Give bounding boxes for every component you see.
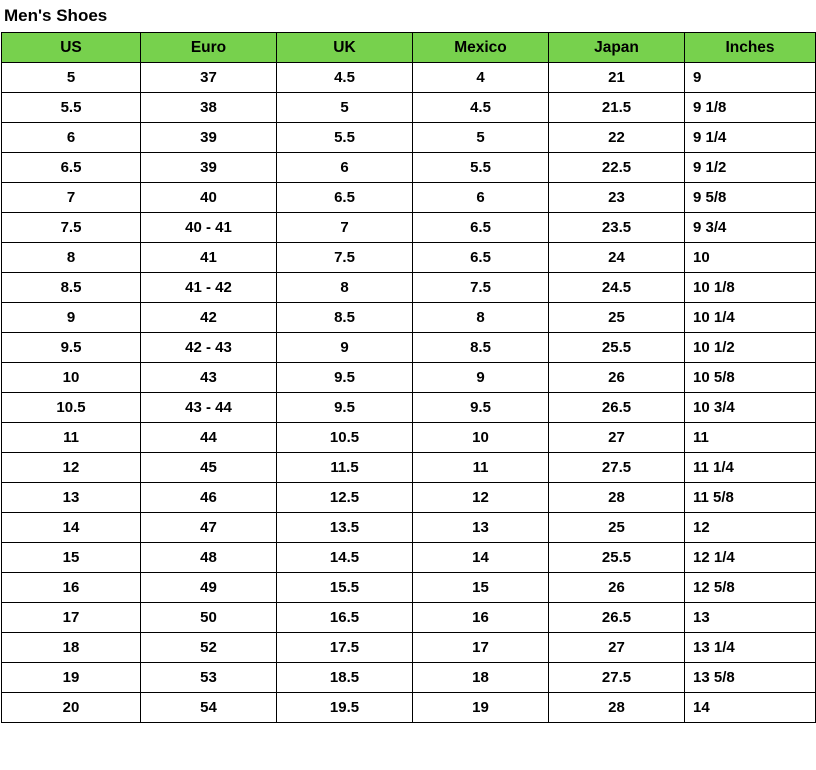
- table-row: [2, 423, 816, 453]
- cell-euro: 37: [141, 63, 277, 93]
- cell-inches: 9 3/4: [685, 213, 816, 243]
- table-row: [2, 513, 816, 543]
- cell-euro: 49: [141, 573, 277, 603]
- cell-us: 12: [2, 453, 141, 483]
- column-header-japan: Japan: [549, 33, 685, 63]
- cell-us: 10.5: [2, 393, 141, 423]
- cell-inches: 10 1/8: [685, 273, 816, 303]
- table-row: [2, 123, 816, 153]
- table-row: [2, 333, 816, 363]
- cell-uk: 4.5: [277, 63, 413, 93]
- cell-japan: 25: [549, 513, 685, 543]
- cell-euro: 39: [141, 153, 277, 183]
- cell-mexico: 9: [413, 363, 549, 393]
- cell-euro: 42 - 43: [141, 333, 277, 363]
- cell-euro: 39: [141, 123, 277, 153]
- table-row: [2, 93, 816, 123]
- cell-japan: 23.5: [549, 213, 685, 243]
- cell-inches: 10: [685, 243, 816, 273]
- table-row: [2, 63, 816, 93]
- cell-mexico: 12: [413, 483, 549, 513]
- table-row: [2, 183, 816, 213]
- cell-inches: 11 5/8: [685, 483, 816, 513]
- cell-uk: 9.5: [277, 393, 413, 423]
- cell-japan: 21: [549, 63, 685, 93]
- cell-uk: 17.5: [277, 633, 413, 663]
- cell-mexico: 14: [413, 543, 549, 573]
- cell-euro: 47: [141, 513, 277, 543]
- shoe-size-table: [1, 32, 816, 723]
- cell-euro: 38: [141, 93, 277, 123]
- column-header-uk: UK: [277, 33, 413, 63]
- table-row: [2, 363, 816, 393]
- cell-mexico: 6: [413, 183, 549, 213]
- cell-uk: 14.5: [277, 543, 413, 573]
- cell-mexico: 8.5: [413, 333, 549, 363]
- cell-japan: 28: [549, 483, 685, 513]
- cell-uk: 8: [277, 273, 413, 303]
- cell-inches: 12 5/8: [685, 573, 816, 603]
- cell-us: 19: [2, 663, 141, 693]
- cell-inches: 10 5/8: [685, 363, 816, 393]
- cell-uk: 12.5: [277, 483, 413, 513]
- table-row: [2, 573, 816, 603]
- cell-inches: 12 1/4: [685, 543, 816, 573]
- cell-uk: 10.5: [277, 423, 413, 453]
- cell-inches: 9 1/4: [685, 123, 816, 153]
- cell-mexico: 18: [413, 663, 549, 693]
- cell-uk: 19.5: [277, 693, 413, 723]
- cell-inches: 10 3/4: [685, 393, 816, 423]
- cell-mexico: 5.5: [413, 153, 549, 183]
- cell-us: 18: [2, 633, 141, 663]
- cell-japan: 26: [549, 573, 685, 603]
- cell-mexico: 10: [413, 423, 549, 453]
- cell-us: 17: [2, 603, 141, 633]
- cell-inches: 9 1/2: [685, 153, 816, 183]
- table-row: [2, 213, 816, 243]
- table-row: [2, 633, 816, 663]
- cell-japan: 25: [549, 303, 685, 333]
- cell-euro: 42: [141, 303, 277, 333]
- cell-japan: 27: [549, 633, 685, 663]
- cell-euro: 53: [141, 663, 277, 693]
- table-row: [2, 483, 816, 513]
- cell-uk: 5.5: [277, 123, 413, 153]
- cell-euro: 46: [141, 483, 277, 513]
- cell-japan: 24: [549, 243, 685, 273]
- table-row: [2, 603, 816, 633]
- table-body: [2, 63, 816, 723]
- cell-inches: 9: [685, 63, 816, 93]
- cell-us: 10: [2, 363, 141, 393]
- cell-uk: 9.5: [277, 363, 413, 393]
- column-header-euro: Euro: [141, 33, 277, 63]
- cell-euro: 43: [141, 363, 277, 393]
- cell-japan: 27: [549, 423, 685, 453]
- cell-uk: 13.5: [277, 513, 413, 543]
- cell-us: 5.5: [2, 93, 141, 123]
- table-row: [2, 393, 816, 423]
- cell-us: 8.5: [2, 273, 141, 303]
- table-row: [2, 543, 816, 573]
- cell-euro: 44: [141, 423, 277, 453]
- cell-inches: 13 5/8: [685, 663, 816, 693]
- cell-japan: 26: [549, 363, 685, 393]
- cell-uk: 18.5: [277, 663, 413, 693]
- cell-uk: 7.5: [277, 243, 413, 273]
- cell-us: 11: [2, 423, 141, 453]
- cell-euro: 41: [141, 243, 277, 273]
- cell-inches: 13: [685, 603, 816, 633]
- cell-us: 15: [2, 543, 141, 573]
- cell-inches: 11 1/4: [685, 453, 816, 483]
- cell-uk: 9: [277, 333, 413, 363]
- cell-uk: 8.5: [277, 303, 413, 333]
- cell-japan: 25.5: [549, 333, 685, 363]
- cell-euro: 50: [141, 603, 277, 633]
- cell-euro: 54: [141, 693, 277, 723]
- cell-mexico: 6.5: [413, 213, 549, 243]
- cell-euro: 40 - 41: [141, 213, 277, 243]
- cell-japan: 28: [549, 693, 685, 723]
- cell-us: 5: [2, 63, 141, 93]
- cell-us: 20: [2, 693, 141, 723]
- cell-us: 9: [2, 303, 141, 333]
- cell-japan: 22.5: [549, 153, 685, 183]
- column-header-us: US: [2, 33, 141, 63]
- cell-uk: 15.5: [277, 573, 413, 603]
- cell-mexico: 16: [413, 603, 549, 633]
- cell-us: 7: [2, 183, 141, 213]
- cell-inches: 11: [685, 423, 816, 453]
- cell-japan: 23: [549, 183, 685, 213]
- column-header-inches: Inches: [685, 33, 816, 63]
- cell-inches: 9 1/8: [685, 93, 816, 123]
- cell-uk: 11.5: [277, 453, 413, 483]
- cell-mexico: 7.5: [413, 273, 549, 303]
- table-row: [2, 153, 816, 183]
- cell-us: 14: [2, 513, 141, 543]
- cell-mexico: 9.5: [413, 393, 549, 423]
- page-title: Men's Shoes: [4, 6, 108, 25]
- cell-uk: 6: [277, 153, 413, 183]
- cell-us: 9.5: [2, 333, 141, 363]
- cell-japan: 21.5: [549, 93, 685, 123]
- cell-uk: 16.5: [277, 603, 413, 633]
- cell-inches: 12: [685, 513, 816, 543]
- table-row: [2, 273, 816, 303]
- cell-mexico: 5: [413, 123, 549, 153]
- cell-mexico: 13: [413, 513, 549, 543]
- cell-japan: 25.5: [549, 543, 685, 573]
- cell-uk: 7: [277, 213, 413, 243]
- cell-uk: 5: [277, 93, 413, 123]
- cell-japan: 27.5: [549, 663, 685, 693]
- cell-us: 13: [2, 483, 141, 513]
- cell-inches: 13 1/4: [685, 633, 816, 663]
- cell-japan: 22: [549, 123, 685, 153]
- cell-us: 6: [2, 123, 141, 153]
- cell-euro: 52: [141, 633, 277, 663]
- cell-inches: 14: [685, 693, 816, 723]
- cell-euro: 43 - 44: [141, 393, 277, 423]
- cell-inches: 9 5/8: [685, 183, 816, 213]
- cell-inches: 10 1/4: [685, 303, 816, 333]
- cell-mexico: 19: [413, 693, 549, 723]
- cell-mexico: 6.5: [413, 243, 549, 273]
- cell-mexico: 8: [413, 303, 549, 333]
- cell-mexico: 17: [413, 633, 549, 663]
- cell-japan: 26.5: [549, 393, 685, 423]
- cell-us: 7.5: [2, 213, 141, 243]
- cell-inches: 10 1/2: [685, 333, 816, 363]
- cell-euro: 48: [141, 543, 277, 573]
- cell-japan: 26.5: [549, 603, 685, 633]
- cell-euro: 45: [141, 453, 277, 483]
- cell-japan: 27.5: [549, 453, 685, 483]
- cell-us: 6.5: [2, 153, 141, 183]
- table-header: [2, 33, 816, 63]
- table-row: [2, 303, 816, 333]
- cell-euro: 41 - 42: [141, 273, 277, 303]
- cell-mexico: 11: [413, 453, 549, 483]
- cell-japan: 24.5: [549, 273, 685, 303]
- cell-euro: 40: [141, 183, 277, 213]
- column-header-mexico: Mexico: [413, 33, 549, 63]
- cell-us: 8: [2, 243, 141, 273]
- cell-uk: 6.5: [277, 183, 413, 213]
- table-row: [2, 693, 816, 723]
- cell-mexico: 4.5: [413, 93, 549, 123]
- cell-mexico: 4: [413, 63, 549, 93]
- table-row: [2, 663, 816, 693]
- cell-us: 16: [2, 573, 141, 603]
- cell-mexico: 15: [413, 573, 549, 603]
- table-header-row: [2, 33, 816, 63]
- table-row: [2, 453, 816, 483]
- table-row: [2, 243, 816, 273]
